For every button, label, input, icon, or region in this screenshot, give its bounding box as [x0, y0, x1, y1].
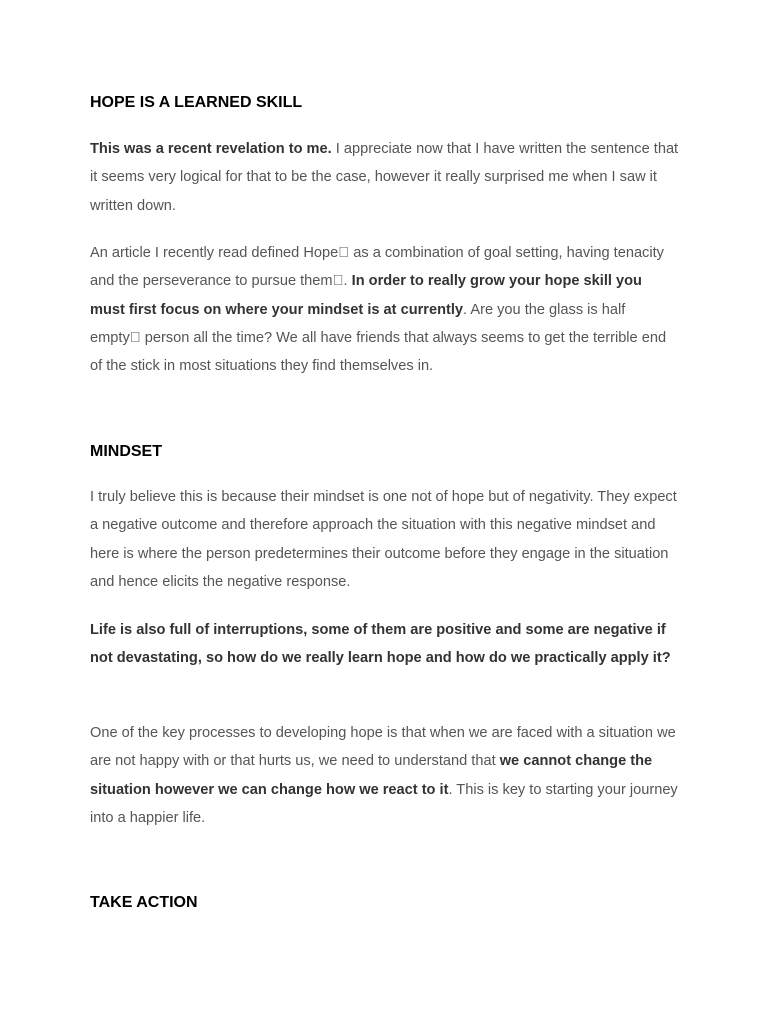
body-text: One of the key processes to developing hope is that when we are faced with a situation we are not happy with or that hurts us, we need to understand that	[90, 725, 676, 770]
paragraph	[90, 239, 680, 380]
paragraph	[90, 616, 680, 673]
body-text: An article I recently read defined Hope  as a combination of goal setting, having tenacity and the perseverance to pursue them .	[90, 245, 664, 290]
body-text: . This is key to starting your journey into a happier life.	[90, 781, 678, 826]
paragraph	[90, 719, 680, 832]
section-heading-take-action: TAKE ACTION	[90, 894, 198, 911]
bold-text: This was a recent revelation to me.	[90, 141, 332, 157]
body-text: I truly believe this is because their mindset is one not of hope but of negativity. They expect a negative outcome and therefore approach the situation with this negative mindset and here is where the person predetermines their outcome before they engage in the situation and hence elicits the negative response.	[90, 489, 677, 590]
paragraph	[90, 483, 680, 596]
body-text: . Are you the glass is half empty  person all the time? We all have friends that always seems to get the terrible end of the stick in most situations they find themselves in.	[90, 301, 667, 375]
body-text: I appreciate now that I have written the sentence that it seems very logical for that to be the case, however it really surprised me when I saw it written down.	[90, 141, 679, 214]
bold-text: Life is also full of interruptions, some of them are positive and some are negative if not devastating, so how do we really learn hope and how do we practically apply it?	[90, 622, 671, 667]
section-heading-hope: HOPE IS A LEARNED SKILL	[90, 94, 303, 111]
bold-text: In order to really grow your hope skill you must first focus on where your mindset is at currently	[90, 273, 642, 318]
bold-text: we cannot change the situation however we can change how we react to it	[90, 753, 653, 798]
paragraph	[90, 135, 680, 220]
section-heading-mindset: MINDSET	[90, 443, 162, 460]
